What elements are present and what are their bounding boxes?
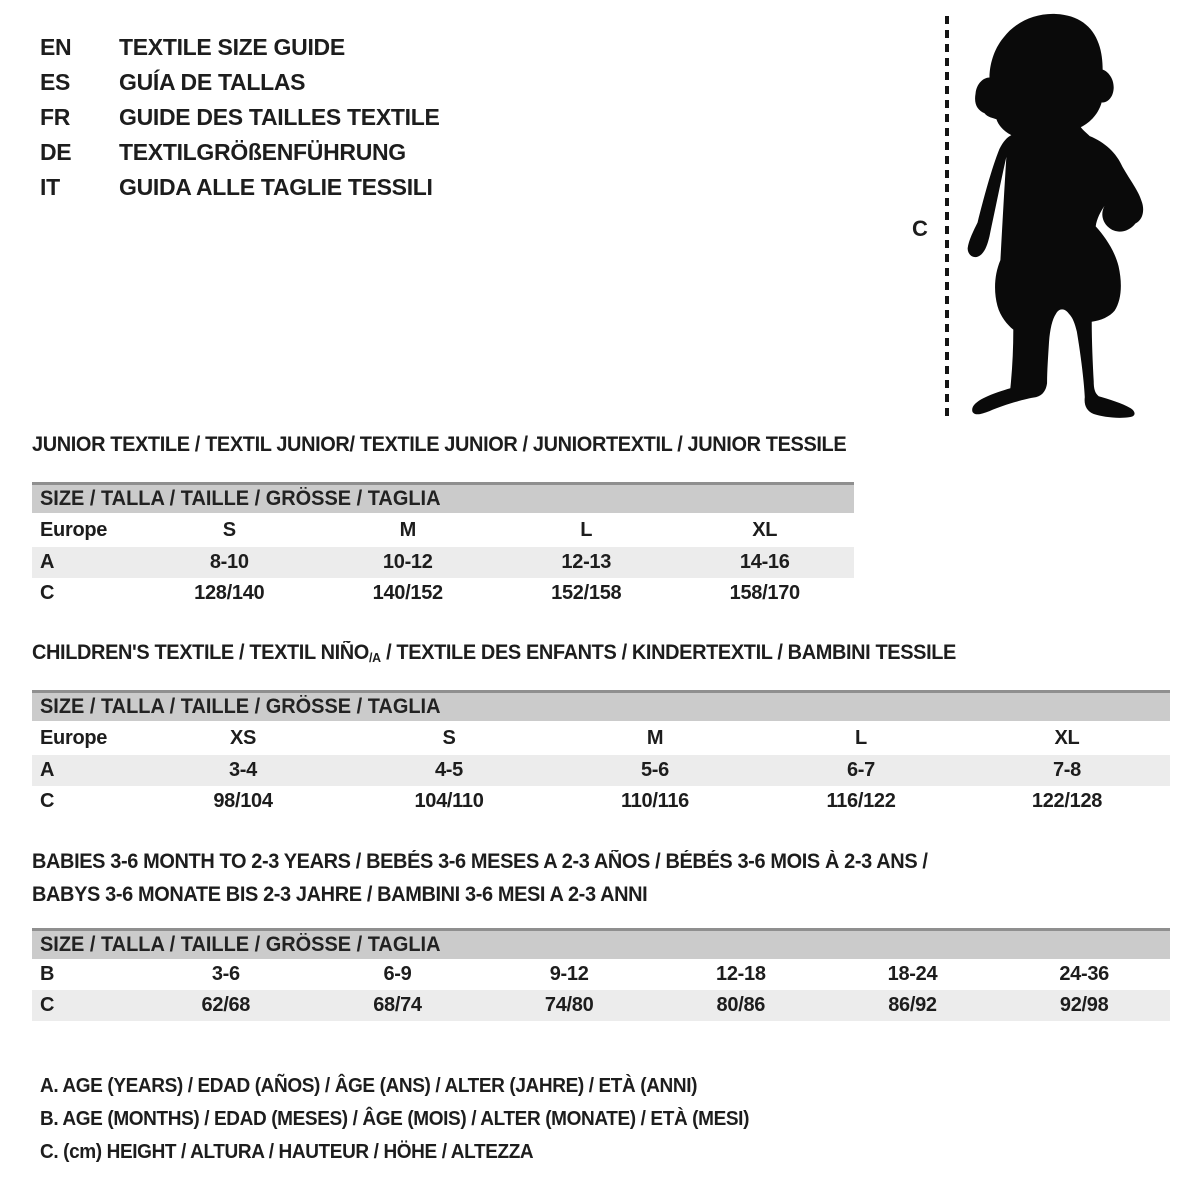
column-header: S: [442, 727, 456, 749]
column-header: XL: [752, 519, 778, 541]
table-cell: 18-24: [887, 963, 938, 985]
lang-row-es: [40, 65, 440, 100]
legend-line-b: B. AGE (MONTHS) / EDAD (MESES) / ÂGE (MOIS) / ALTER (MONATE) / ETÀ (MESI): [40, 1108, 750, 1130]
children-section-title: [32, 641, 956, 665]
babies-table: [32, 959, 1170, 1021]
row-label: B: [40, 963, 55, 985]
table-cell: 104/110: [414, 790, 484, 812]
row-label: C: [32, 990, 140, 1021]
table-cell: 3-4: [140, 755, 346, 786]
table-cell: 92/98: [998, 990, 1170, 1021]
lang-code: FR: [40, 104, 71, 130]
table-cell: 86/92: [827, 990, 999, 1021]
legend-line-a: A. AGE (YEARS) / EDAD (AÑOS) / ÂGE (ANS) / ALTER (JAHRE) / ETÀ (ANNI): [40, 1075, 698, 1097]
table-cell: 9-12: [549, 963, 589, 985]
table-cell: 3-6: [211, 963, 240, 985]
lang-row-fr: [40, 100, 440, 135]
table-cell: 68/74: [312, 990, 484, 1021]
babies-section-title-line1: BABIES 3-6 MONTH TO 2-3 YEARS / BEBÉS 3-6 MESES A 2-3 AÑOS / BÉBÉS 3-6 MOIS À 2-3 ANS /: [32, 850, 928, 873]
table-cell: 128/140: [194, 582, 265, 604]
lang-row-en: [40, 30, 440, 65]
lang-row-it: [40, 170, 440, 205]
legend-line-c: C. (cm) HEIGHT / ALTURA / HAUTEUR / HÖHE / ALTEZZA: [40, 1141, 534, 1163]
region-label: Europe: [40, 727, 108, 749]
table-cell: 7-8: [964, 755, 1170, 786]
junior-table: [32, 513, 854, 609]
table-cell: 74/80: [483, 990, 655, 1021]
table-cell: 116/122: [826, 790, 896, 812]
junior-size-header-label: SIZE / TALLA / TAILLE / GRÖSSE / TAGLIA: [40, 487, 441, 510]
legend: [40, 1070, 786, 1169]
lang-row-de: [40, 135, 440, 170]
column-header: S: [222, 519, 236, 541]
toddler-silhouette-icon: [953, 10, 1158, 422]
children-size-header-label: SIZE / TALLA / TAILLE / GRÖSSE / TAGLIA: [40, 695, 441, 718]
table-cell: 6-9: [383, 963, 412, 985]
height-measure-dashed-line: [945, 16, 949, 418]
table-cell: 6-7: [758, 755, 964, 786]
table-cell: 62/68: [140, 990, 312, 1021]
table-cell: 140/152: [372, 582, 443, 604]
lang-code: DE: [40, 139, 72, 165]
table-cell: 80/86: [655, 990, 827, 1021]
row-label: C: [40, 582, 55, 604]
lang-label: TEXTILE SIZE GUIDE: [119, 34, 345, 60]
lang-code: EN: [40, 34, 72, 60]
height-measure-label: C: [912, 216, 928, 241]
table-cell: 14-16: [676, 547, 855, 578]
babies-size-header-bar: [32, 928, 1170, 959]
lang-label: GUÍA DE TALLAS: [119, 69, 306, 95]
children-title-post: / TEXTILE DES ENFANTS / KINDERTEXTIL / BAMBINI TESSILE: [380, 641, 956, 664]
babies-size-header-label: SIZE / TALLA / TAILLE / GRÖSSE / TAGLIA: [40, 933, 441, 956]
table-cell: 98/104: [213, 790, 273, 812]
table-cell: 158/170: [729, 582, 800, 604]
column-header: M: [646, 727, 664, 749]
table-cell: 8-10: [140, 547, 319, 578]
column-header: L: [580, 519, 593, 541]
lang-code: ES: [40, 69, 71, 95]
language-list: [40, 30, 440, 205]
table-cell: 10-12: [319, 547, 498, 578]
lang-label: GUIDE DES TAILLES TEXTILE: [119, 104, 440, 130]
table-cell: 24-36: [1059, 963, 1109, 985]
lang-code: IT: [40, 174, 60, 200]
children-size-header-bar: [32, 690, 1170, 721]
table-cell: 110/116: [621, 790, 689, 812]
column-header: L: [855, 727, 867, 749]
lang-label: GUIDA ALLE TAGLIE TESSILI: [119, 174, 433, 200]
children-title-sub: /A: [368, 650, 381, 665]
babies-section-title-line2: BABYS 3-6 MONATE BIS 2-3 JAHRE / BAMBINI 3-6 MESI A 2-3 ANNI: [32, 883, 648, 906]
column-header: XL: [1054, 727, 1080, 749]
row-label: A: [32, 547, 140, 578]
table-cell: 12-18: [716, 963, 766, 985]
region-label: Europe: [40, 519, 108, 541]
children-table: [32, 721, 1170, 817]
row-label: A: [32, 755, 140, 786]
lang-label: TEXTILGRÖßENFÜHRUNG: [119, 139, 406, 165]
junior-size-header-bar: [32, 482, 854, 513]
table-cell: 5-6: [552, 755, 758, 786]
junior-section-title: JUNIOR TEXTILE / TEXTIL JUNIOR/ TEXTILE JUNIOR / JUNIORTEXTIL / JUNIOR TESSILE: [32, 433, 847, 456]
children-title-pre: CHILDREN'S TEXTILE / TEXTIL NIÑO: [32, 641, 369, 664]
table-cell: 152/158: [551, 582, 622, 604]
table-cell: 4-5: [346, 755, 552, 786]
column-header: M: [399, 519, 416, 541]
column-header: XS: [229, 727, 257, 749]
row-label: C: [40, 790, 55, 812]
table-cell: 12-13: [497, 547, 676, 578]
table-cell: 122/128: [1031, 790, 1103, 812]
